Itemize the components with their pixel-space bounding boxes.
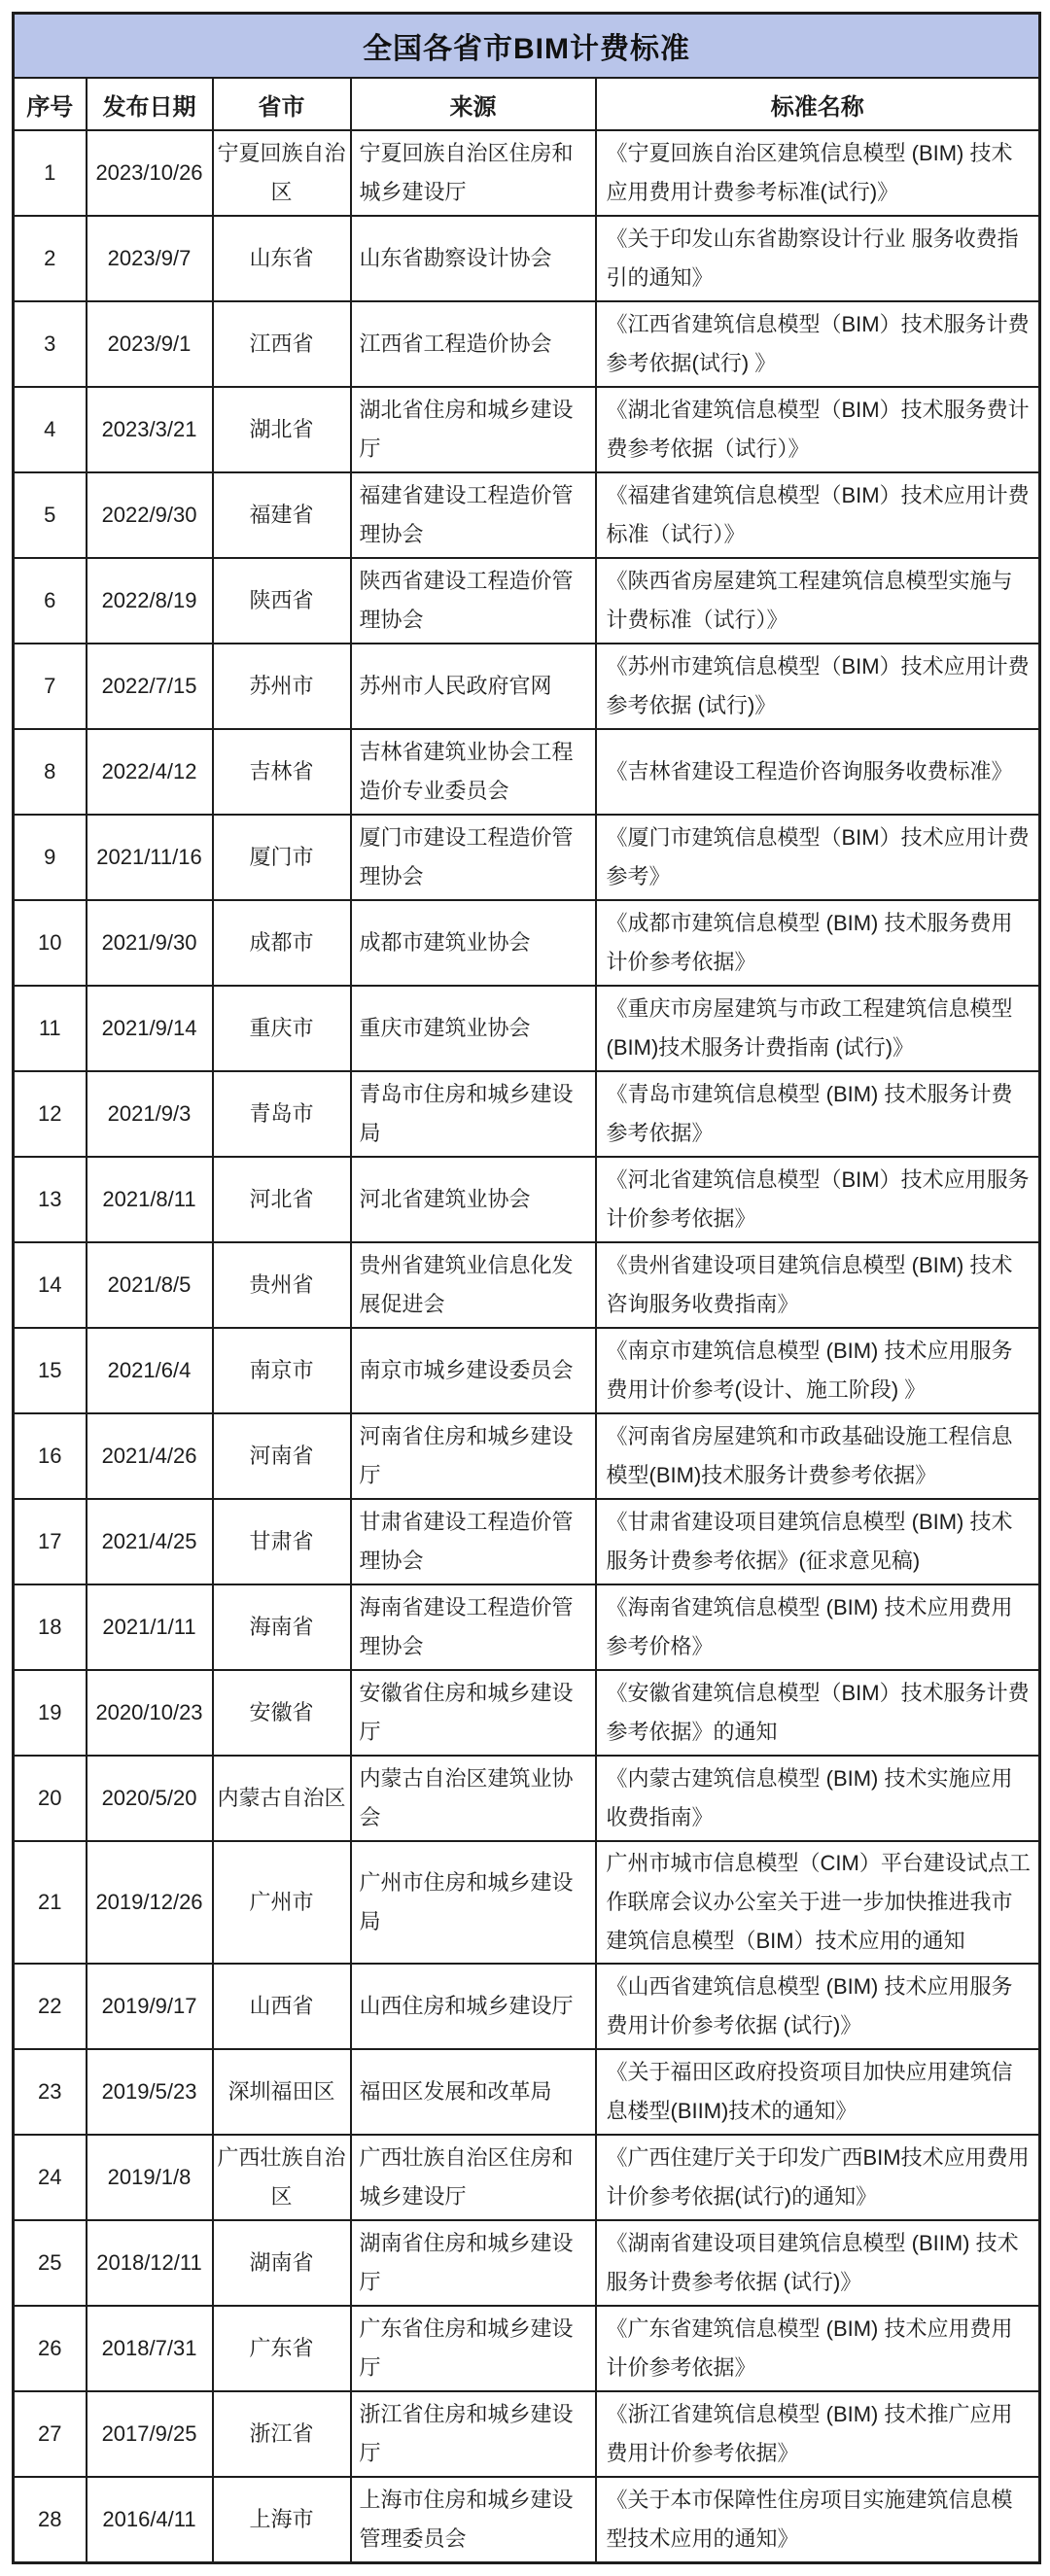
cell-standard: 《关于福田区政府投资项目加快应用建筑信息楼型(BIIM)技术的通知》 xyxy=(596,2049,1040,2135)
cell-source: 湖南省住房和城乡建设厅 xyxy=(351,2220,596,2306)
cell-source: 广东省住房和城乡建设厅 xyxy=(351,2306,596,2391)
cell-region: 湖南省 xyxy=(213,2220,351,2306)
cell-standard: 《重庆市房屋建筑与市政工程建筑信息模型(BIM)技术服务计费指南 (试行)》 xyxy=(596,986,1040,1071)
cell-standard: 《关于印发山东省勘察设计行业 服务收费指引的通知》 xyxy=(596,216,1040,301)
cell-standard: 《甘肃省建设项目建筑信息模型 (BIM) 技术服务计费参考依据》(征求意见稿) xyxy=(596,1499,1040,1584)
table-row xyxy=(14,1328,1040,1413)
cell-standard: 《青岛市建筑信息模型 (BIM) 技术服务计费参考依据》 xyxy=(596,1071,1040,1157)
table-row xyxy=(14,1071,1040,1157)
cell-source: 湖北省住房和城乡建设厅 xyxy=(351,387,596,472)
cell-date: 2018/12/11 xyxy=(87,2220,213,2306)
cell-standard: 《浙江省建筑信息模型 (BIM) 技术推广应用费用计价参考依据》 xyxy=(596,2391,1040,2477)
cell-date: 2023/10/26 xyxy=(87,130,213,216)
column-header-no: 序号 xyxy=(14,78,87,130)
cell-region: 湖北省 xyxy=(213,387,351,472)
cell-standard: 《关于本市保障性住房项目实施建筑信息模型技术应用的通知》 xyxy=(596,2477,1040,2563)
cell-source: 上海市住房和城乡建设管理委员会 xyxy=(351,2477,596,2563)
cell-source: 福建省建设工程造价管理协会 xyxy=(351,472,596,558)
cell-standard: 《南京市建筑信息模型 (BIM) 技术应用服务费用计价参考(设计、施工阶段) 》 xyxy=(596,1328,1040,1413)
column-header-standard: 标准名称 xyxy=(596,78,1040,130)
cell-no: 27 xyxy=(14,2391,87,2477)
table-row xyxy=(14,1413,1040,1499)
cell-no: 10 xyxy=(14,900,87,986)
cell-standard: 《河南省房屋建筑和市政基础设施工程信息模型(BIM)技术服务计费参考依据》 xyxy=(596,1413,1040,1499)
table-row xyxy=(14,900,1040,986)
cell-standard: 《广西住建厅关于印发广西BIM技术应用费用计价参考依据(试行)的通知》 xyxy=(596,2135,1040,2220)
cell-standard: 《湖北省建筑信息模型（BIM）技术服务费计费参考依据（试行）》 xyxy=(596,387,1040,472)
column-header-source: 来源 xyxy=(351,78,596,130)
cell-standard: 《宁夏回族自治区建筑信息模型 (BIM) 技术应用费用计费参考标准(试行)》 xyxy=(596,130,1040,216)
page-title: 全国各省市BIM计费标准 xyxy=(14,14,1040,79)
cell-region: 广东省 xyxy=(213,2306,351,2391)
table-body xyxy=(14,130,1040,2563)
cell-date: 2019/9/17 xyxy=(87,1964,213,2049)
cell-date: 2021/4/25 xyxy=(87,1499,213,1584)
table-row xyxy=(14,815,1040,900)
title-row xyxy=(14,14,1040,79)
cell-no: 25 xyxy=(14,2220,87,2306)
cell-date: 2022/7/15 xyxy=(87,644,213,729)
cell-date: 2022/8/19 xyxy=(87,558,213,644)
table-row xyxy=(14,2477,1040,2563)
cell-region: 上海市 xyxy=(213,2477,351,2563)
table-row xyxy=(14,1670,1040,1756)
cell-standard: 《江西省建筑信息模型（BIM）技术服务计费参考依据(试行) 》 xyxy=(596,301,1040,387)
cell-source: 甘肃省建设工程造价管理协会 xyxy=(351,1499,596,1584)
table-row xyxy=(14,1157,1040,1242)
cell-source: 江西省工程造价协会 xyxy=(351,301,596,387)
table-row xyxy=(14,2391,1040,2477)
cell-source: 河北省建筑业协会 xyxy=(351,1157,596,1242)
cell-no: 5 xyxy=(14,472,87,558)
cell-source: 广西壮族自治区住房和城乡建设厅 xyxy=(351,2135,596,2220)
cell-region: 浙江省 xyxy=(213,2391,351,2477)
cell-region: 吉林省 xyxy=(213,729,351,815)
cell-date: 2023/9/1 xyxy=(87,301,213,387)
cell-no: 15 xyxy=(14,1328,87,1413)
cell-region: 深圳福田区 xyxy=(213,2049,351,2135)
cell-no: 21 xyxy=(14,1841,87,1964)
table-row xyxy=(14,387,1040,472)
table-row xyxy=(14,2049,1040,2135)
cell-no: 11 xyxy=(14,986,87,1071)
cell-no: 4 xyxy=(14,387,87,472)
cell-source: 广州市住房和城乡建设局 xyxy=(351,1841,596,1964)
cell-no: 28 xyxy=(14,2477,87,2563)
cell-region: 安徽省 xyxy=(213,1670,351,1756)
cell-source: 山西住房和城乡建设厅 xyxy=(351,1964,596,2049)
cell-date: 2019/1/8 xyxy=(87,2135,213,2220)
table-row xyxy=(14,644,1040,729)
column-header-date: 发布日期 xyxy=(87,78,213,130)
cell-standard: 《湖南省建设项目建筑信息模型 (BIIM) 技术服务计费参考依据 (试行)》 xyxy=(596,2220,1040,2306)
cell-standard: 《厦门市建筑信息模型（BIM）技术应用计费参考》 xyxy=(596,815,1040,900)
cell-region: 山西省 xyxy=(213,1964,351,2049)
cell-source: 青岛市住房和城乡建设局 xyxy=(351,1071,596,1157)
cell-no: 6 xyxy=(14,558,87,644)
cell-region: 河北省 xyxy=(213,1157,351,1242)
table-row xyxy=(14,472,1040,558)
cell-region: 厦门市 xyxy=(213,815,351,900)
cell-date: 2020/10/23 xyxy=(87,1670,213,1756)
table-row xyxy=(14,2306,1040,2391)
table-row xyxy=(14,1499,1040,1584)
cell-standard: 《山西省建筑信息模型 (BIM) 技术应用服务费用计价参考依据 (试行)》 xyxy=(596,1964,1040,2049)
cell-date: 2021/6/4 xyxy=(87,1328,213,1413)
cell-source: 吉林省建筑业协会工程造价专业委员会 xyxy=(351,729,596,815)
table-row xyxy=(14,1964,1040,2049)
cell-region: 苏州市 xyxy=(213,644,351,729)
cell-date: 2023/9/7 xyxy=(87,216,213,301)
cell-standard: 《陕西省房屋建筑工程建筑信息模型实施与计费标准（试行）》 xyxy=(596,558,1040,644)
cell-source: 陕西省建设工程造价管理协会 xyxy=(351,558,596,644)
table-row xyxy=(14,1584,1040,1670)
cell-no: 1 xyxy=(14,130,87,216)
cell-source: 贵州省建筑业信息化发展促进会 xyxy=(351,1242,596,1328)
cell-source: 成都市建筑业协会 xyxy=(351,900,596,986)
cell-region: 广西壮族自治区 xyxy=(213,2135,351,2220)
cell-source: 浙江省住房和城乡建设厅 xyxy=(351,2391,596,2477)
cell-region: 江西省 xyxy=(213,301,351,387)
cell-standard: 《吉林省建设工程造价咨询服务收费标准》 xyxy=(596,729,1040,815)
cell-region: 成都市 xyxy=(213,900,351,986)
cell-region: 广州市 xyxy=(213,1841,351,1964)
table-row xyxy=(14,130,1040,216)
column-header-region: 省市 xyxy=(213,78,351,130)
cell-region: 贵州省 xyxy=(213,1242,351,1328)
table-row xyxy=(14,558,1040,644)
cell-region: 甘肃省 xyxy=(213,1499,351,1584)
cell-no: 9 xyxy=(14,815,87,900)
cell-no: 12 xyxy=(14,1071,87,1157)
cell-region: 青岛市 xyxy=(213,1071,351,1157)
cell-standard: 《福建省建筑信息模型（BIM）技术应用计费标准（试行）》 xyxy=(596,472,1040,558)
cell-date: 2021/9/14 xyxy=(87,986,213,1071)
cell-standard: 《苏州市建筑信息模型（BIM）技术应用计费参考依据 (试行)》 xyxy=(596,644,1040,729)
cell-source: 福田区发展和改革局 xyxy=(351,2049,596,2135)
cell-date: 2017/9/25 xyxy=(87,2391,213,2477)
cell-region: 海南省 xyxy=(213,1584,351,1670)
cell-date: 2021/4/26 xyxy=(87,1413,213,1499)
cell-no: 17 xyxy=(14,1499,87,1584)
cell-date: 2019/5/23 xyxy=(87,2049,213,2135)
cell-source: 海南省建设工程造价管理协会 xyxy=(351,1584,596,1670)
cell-date: 2018/7/31 xyxy=(87,2306,213,2391)
table-row xyxy=(14,301,1040,387)
cell-source: 重庆市建筑业协会 xyxy=(351,986,596,1071)
cell-source: 厦门市建设工程造价管理协会 xyxy=(351,815,596,900)
cell-date: 2021/1/11 xyxy=(87,1584,213,1670)
cell-date: 2020/5/20 xyxy=(87,1756,213,1841)
cell-date: 2021/8/11 xyxy=(87,1157,213,1242)
cell-standard: 《贵州省建设项目建筑信息模型 (BIM) 技术咨询服务收费指南》 xyxy=(596,1242,1040,1328)
cell-date: 2022/9/30 xyxy=(87,472,213,558)
cell-source: 宁夏回族自治区住房和城乡建设厅 xyxy=(351,130,596,216)
cell-no: 7 xyxy=(14,644,87,729)
cell-region: 宁夏回族自治区 xyxy=(213,130,351,216)
cell-source: 河南省住房和城乡建设厅 xyxy=(351,1413,596,1499)
cell-date: 2021/8/5 xyxy=(87,1242,213,1328)
table-row xyxy=(14,1242,1040,1328)
cell-date: 2022/4/12 xyxy=(87,729,213,815)
cell-date: 2023/3/21 xyxy=(87,387,213,472)
cell-region: 陕西省 xyxy=(213,558,351,644)
cell-no: 16 xyxy=(14,1413,87,1499)
cell-no: 23 xyxy=(14,2049,87,2135)
cell-source: 山东省勘察设计协会 xyxy=(351,216,596,301)
cell-region: 山东省 xyxy=(213,216,351,301)
cell-date: 2021/11/16 xyxy=(87,815,213,900)
cell-standard: 《广东省建筑信息模型 (BIM) 技术应用费用计价参考依据》 xyxy=(596,2306,1040,2391)
cell-region: 福建省 xyxy=(213,472,351,558)
cell-standard: 《河北省建筑信息模型（BIM）技术应用服务计价参考依据》 xyxy=(596,1157,1040,1242)
cell-no: 18 xyxy=(14,1584,87,1670)
cell-no: 19 xyxy=(14,1670,87,1756)
cell-source: 内蒙古自治区建筑业协会 xyxy=(351,1756,596,1841)
column-header-row xyxy=(14,78,1040,130)
cell-no: 14 xyxy=(14,1242,87,1328)
cell-no: 3 xyxy=(14,301,87,387)
cell-date: 2021/9/3 xyxy=(87,1071,213,1157)
cell-standard: 《安徽省建筑信息模型（BIM）技术服务计费参考依据》的通知 xyxy=(596,1670,1040,1756)
table-row xyxy=(14,1756,1040,1841)
cell-region: 南京市 xyxy=(213,1328,351,1413)
cell-date: 2019/12/26 xyxy=(87,1841,213,1964)
fee-standards-table xyxy=(12,12,1041,2564)
cell-no: 22 xyxy=(14,1964,87,2049)
cell-date: 2021/9/30 xyxy=(87,900,213,986)
cell-standard: 《内蒙古建筑信息模型 (BIM) 技术实施应用收费指南》 xyxy=(596,1756,1040,1841)
table-row xyxy=(14,986,1040,1071)
cell-no: 20 xyxy=(14,1756,87,1841)
cell-region: 重庆市 xyxy=(213,986,351,1071)
table-row xyxy=(14,216,1040,301)
cell-region: 内蒙古自治区 xyxy=(213,1756,351,1841)
cell-standard: 广州市城市信息模型（CIM）平台建设试点工作联席会议办公室关于进一步加快推进我市建筑信息模型（BIM）技术应用的通知 xyxy=(596,1841,1040,1964)
cell-region: 河南省 xyxy=(213,1413,351,1499)
cell-source: 安徽省住房和城乡建设厅 xyxy=(351,1670,596,1756)
cell-no: 26 xyxy=(14,2306,87,2391)
table-row xyxy=(14,2220,1040,2306)
table-row xyxy=(14,2135,1040,2220)
table-row xyxy=(14,729,1040,815)
cell-standard: 《海南省建筑信息模型 (BIM) 技术应用费用参考价格》 xyxy=(596,1584,1040,1670)
cell-no: 8 xyxy=(14,729,87,815)
cell-date: 2016/4/11 xyxy=(87,2477,213,2563)
cell-standard: 《成都市建筑信息模型 (BIM) 技术服务费用计价参考依据》 xyxy=(596,900,1040,986)
cell-source: 南京市城乡建设委员会 xyxy=(351,1328,596,1413)
cell-no: 13 xyxy=(14,1157,87,1242)
table-row xyxy=(14,1841,1040,1964)
cell-no: 2 xyxy=(14,216,87,301)
cell-no: 24 xyxy=(14,2135,87,2220)
cell-source: 苏州市人民政府官网 xyxy=(351,644,596,729)
